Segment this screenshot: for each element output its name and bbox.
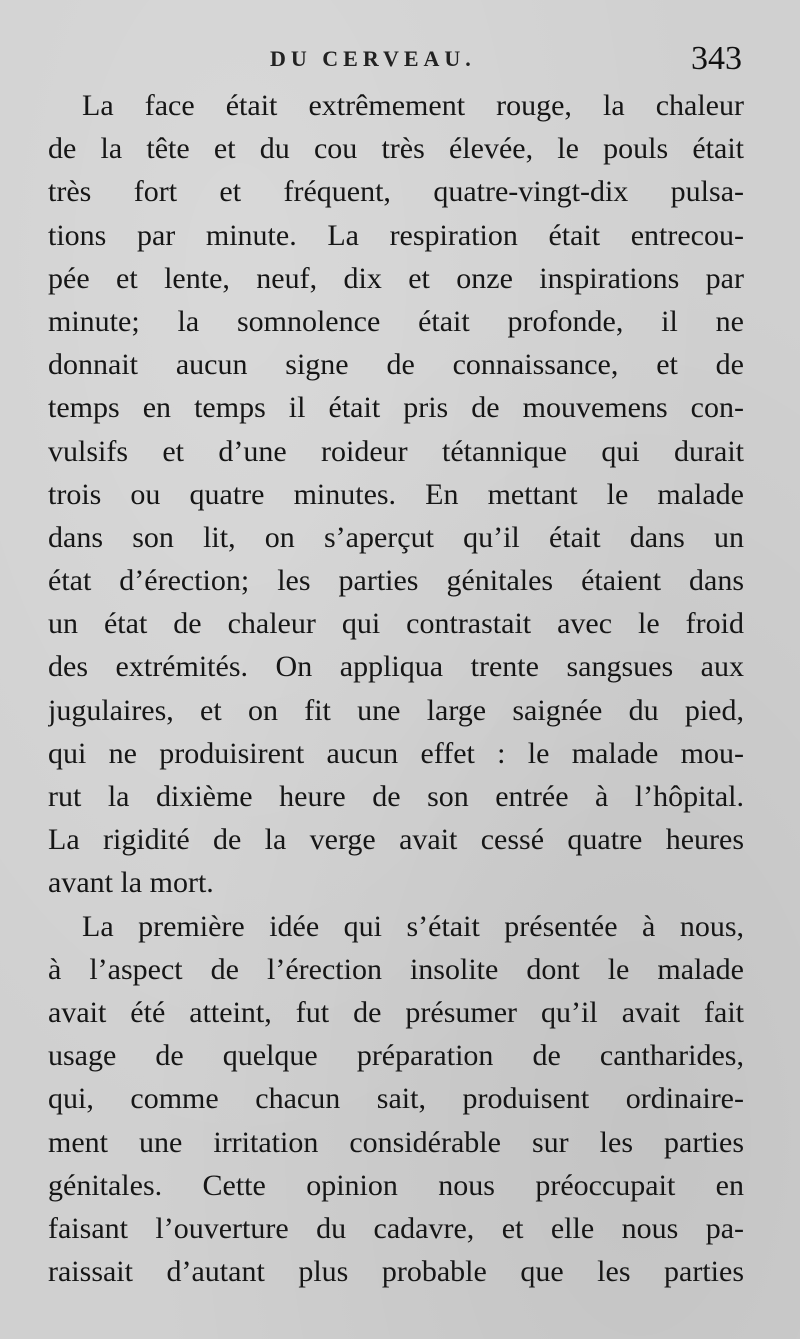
text-line: rut la dixième heure de son entrée à l’hôpital. [48, 780, 744, 813]
text-line: très fort et fréquent, quatre-vingt-dix pulsa- [48, 175, 744, 209]
running-head [0, 40, 800, 80]
text-line: faisant l’ouverture du cadavre, et elle nous pa- [48, 1211, 744, 1245]
text-line: temps en temps il était pris de mouvemens con- [48, 391, 744, 425]
running-title: DU CERVEAU. [270, 46, 476, 71]
text-line: pée et lente, neuf, dix et onze inspirations par [48, 261, 744, 295]
text-line: un état de chaleur qui contrastait avec le froid [48, 607, 744, 641]
text-line: La face était extrêmement rouge, la chaleur [82, 89, 744, 122]
text-line: minute; la somnolence était profonde, il ne [48, 304, 744, 338]
text-line: donnait aucun signe de connaissance, et de [48, 348, 744, 382]
text-line: tions par minute. La respiration était entrecou- [48, 218, 744, 252]
text-line: état d’érection; les parties génitales étaient dans [48, 564, 744, 598]
text-line: jugulaires, et on fit une large saignée du pied, [48, 693, 744, 727]
text-line: ment une irritation considérable sur les parties [48, 1125, 744, 1159]
text-line: de la tête et du cou très élevée, le pouls était [48, 132, 744, 166]
text-line: qui, comme chacun sait, produisent ordinaire- [48, 1082, 744, 1116]
text-line: des extrémités. On appliqua trente sangsues aux [48, 650, 744, 684]
text-line: vulsifs et d’une roideur tétannique qui durait [48, 434, 744, 468]
text-line: génitales. Cette opinion nous préoccupait en [48, 1168, 744, 1202]
text-line: à l’aspect de l’érection insolite dont le malade [48, 952, 744, 986]
text-line: avait été atteint, fut de présumer qu’il avait fait [48, 995, 744, 1029]
text-line: dans son lit, on s’aperçut qu’il était dans un [48, 520, 744, 554]
text-line: trois ou quatre minutes. En mettant le malade [48, 477, 744, 511]
text-line: usage de quelque préparation de cantharides, [48, 1039, 744, 1073]
text-line: La première idée qui s’était présentée à nous, [82, 909, 744, 943]
text-line: qui ne produisirent aucun effet : le malade mou- [48, 736, 744, 770]
text-line: avant la mort. [48, 866, 214, 900]
body-text [48, 84, 744, 1293]
text-line: raissait d’autant plus probable que les parties [48, 1255, 744, 1289]
text-line: La rigidité de la verge avait cessé quatre heures [48, 823, 744, 857]
page-number: 343 [691, 40, 742, 77]
